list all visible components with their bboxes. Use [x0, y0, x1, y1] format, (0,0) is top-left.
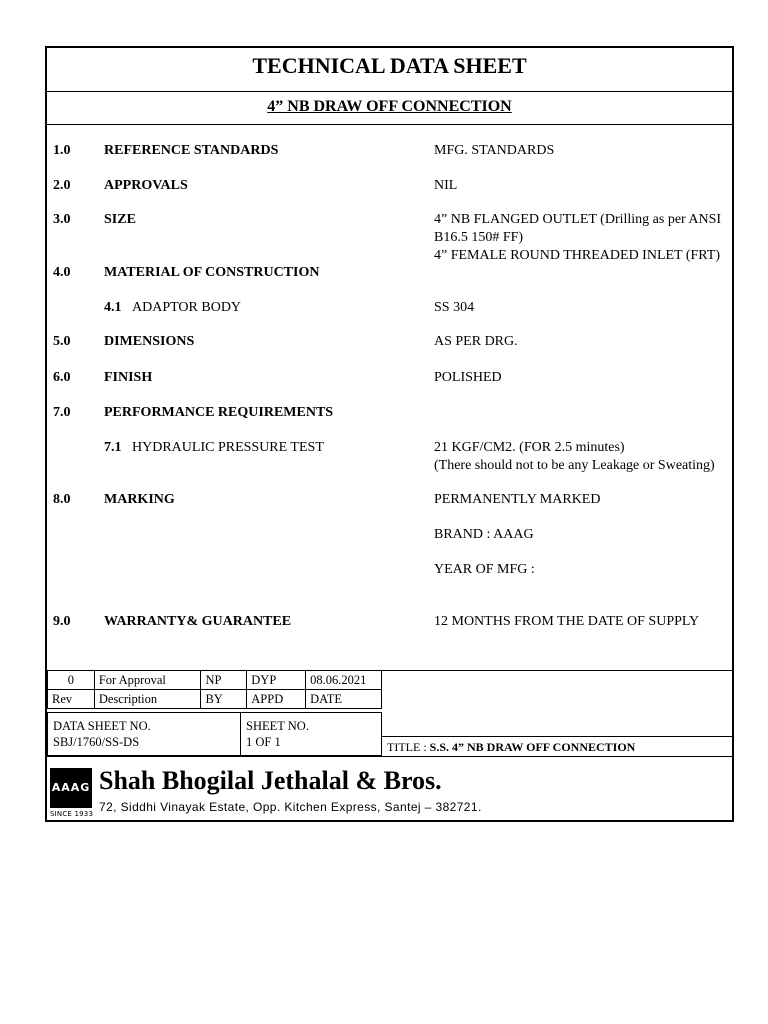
sheet-value: 1 OF 1	[246, 735, 281, 749]
divider	[47, 756, 732, 757]
by-cell: NP	[201, 671, 247, 690]
spec-value: POLISHED	[434, 370, 502, 385]
description-header: Description	[94, 690, 201, 709]
spec-value: (There should not to be any Leakage or Sweating)	[434, 458, 715, 473]
spec-label: HYDRAULIC PRESSURE TEST	[132, 440, 324, 455]
title-value: S.S. 4” NB DRAW OFF CONNECTION	[429, 740, 636, 754]
logo-mark	[50, 768, 92, 808]
spec-num: 1.0	[53, 143, 71, 158]
spec-value: 4” NB FLANGED OUTLET (Drilling as per ANSI	[434, 212, 722, 227]
spec-value: NIL	[434, 178, 458, 193]
sheet-label: SHEET NO.	[246, 719, 309, 733]
datasheet-number	[53, 718, 151, 750]
spec-label: MATERIAL OF CONSTRUCTION	[104, 265, 320, 280]
appd-header: APPD	[247, 690, 306, 709]
spec-num: 2.0	[53, 178, 71, 193]
document-subtitle	[47, 92, 732, 125]
spec-num: 7.0	[53, 405, 71, 420]
revision-header-row	[48, 690, 382, 709]
spec-value: 21 KGF/CM2. (FOR 2.5 minutes)	[434, 440, 625, 455]
title-prefix: TITLE :	[387, 740, 427, 754]
spec-label: PERFORMANCE REQUIREMENTS	[104, 405, 334, 420]
spec-num: 3.0	[53, 212, 71, 227]
revision-table	[47, 670, 382, 709]
spec-num: 5.0	[53, 334, 71, 349]
document-title: TECHNICAL DATA SHEET	[47, 48, 732, 92]
spec-label: ADAPTOR BODY	[132, 300, 242, 315]
drawing-title	[387, 740, 635, 755]
company-logo	[50, 768, 92, 820]
sheet-number	[246, 718, 309, 750]
spec-label: APPROVALS	[104, 178, 188, 193]
spec-num: 4.0	[53, 265, 71, 280]
rev-header: Rev	[48, 690, 95, 709]
spec-label: SIZE	[104, 212, 136, 227]
spec-subnum: 7.1	[104, 440, 122, 455]
datasheet-number-box	[47, 712, 382, 756]
spec-label: MARKING	[104, 492, 175, 507]
rev-cell: 0	[48, 671, 95, 690]
logo-since: SINCE 1933	[50, 810, 94, 818]
spec-label: WARRANTY& GUARANTEE	[104, 614, 292, 629]
datasheet-value: SBJ/1760/SS-DS	[53, 735, 140, 749]
spec-subnum: 4.1	[104, 300, 122, 315]
spec-value: YEAR OF MFG :	[434, 562, 535, 577]
spec-value: 12 MONTHS FROM THE DATE OF SUPPLY	[434, 614, 700, 629]
by-header: BY	[201, 690, 247, 709]
datasheet-divider	[240, 713, 241, 755]
divider	[382, 670, 732, 671]
data-sheet-frame	[45, 46, 734, 822]
description-cell: For Approval	[94, 671, 201, 690]
spec-value: SS 304	[434, 300, 475, 315]
subtitle-text: 4” NB DRAW OFF CONNECTION	[267, 98, 512, 115]
spec-value: 4” FEMALE ROUND THREADED INLET (FRT)	[434, 248, 721, 263]
appd-cell: DYP	[247, 671, 306, 690]
divider	[382, 736, 732, 737]
revision-row	[48, 671, 382, 690]
spec-label: REFERENCE STANDARDS	[104, 143, 279, 158]
spec-value: MFG. STANDARDS	[434, 143, 555, 158]
spec-num: 6.0	[53, 370, 71, 385]
date-header: DATE	[306, 690, 382, 709]
company-name: Shah Bhogilal Jethalal & Bros.	[99, 766, 442, 795]
spec-num: 8.0	[53, 492, 71, 507]
spec-value: B16.5 150# FF)	[434, 230, 524, 245]
spec-value: AS PER DRG.	[434, 334, 518, 349]
spec-label: DIMENSIONS	[104, 334, 195, 349]
spec-value: PERMANENTLY MARKED	[434, 492, 601, 507]
spec-num: 9.0	[53, 614, 71, 629]
spec-label: FINISH	[104, 370, 153, 385]
company-address: 72, Siddhi Vinayak Estate, Opp. Kitchen Express, Santej – 382721.	[99, 800, 482, 814]
spec-value: BRAND : AAAG	[434, 527, 534, 542]
logo-text: AAAG	[51, 781, 91, 794]
datasheet-label: DATA SHEET NO.	[53, 719, 151, 733]
date-cell: 08.06.2021	[306, 671, 382, 690]
